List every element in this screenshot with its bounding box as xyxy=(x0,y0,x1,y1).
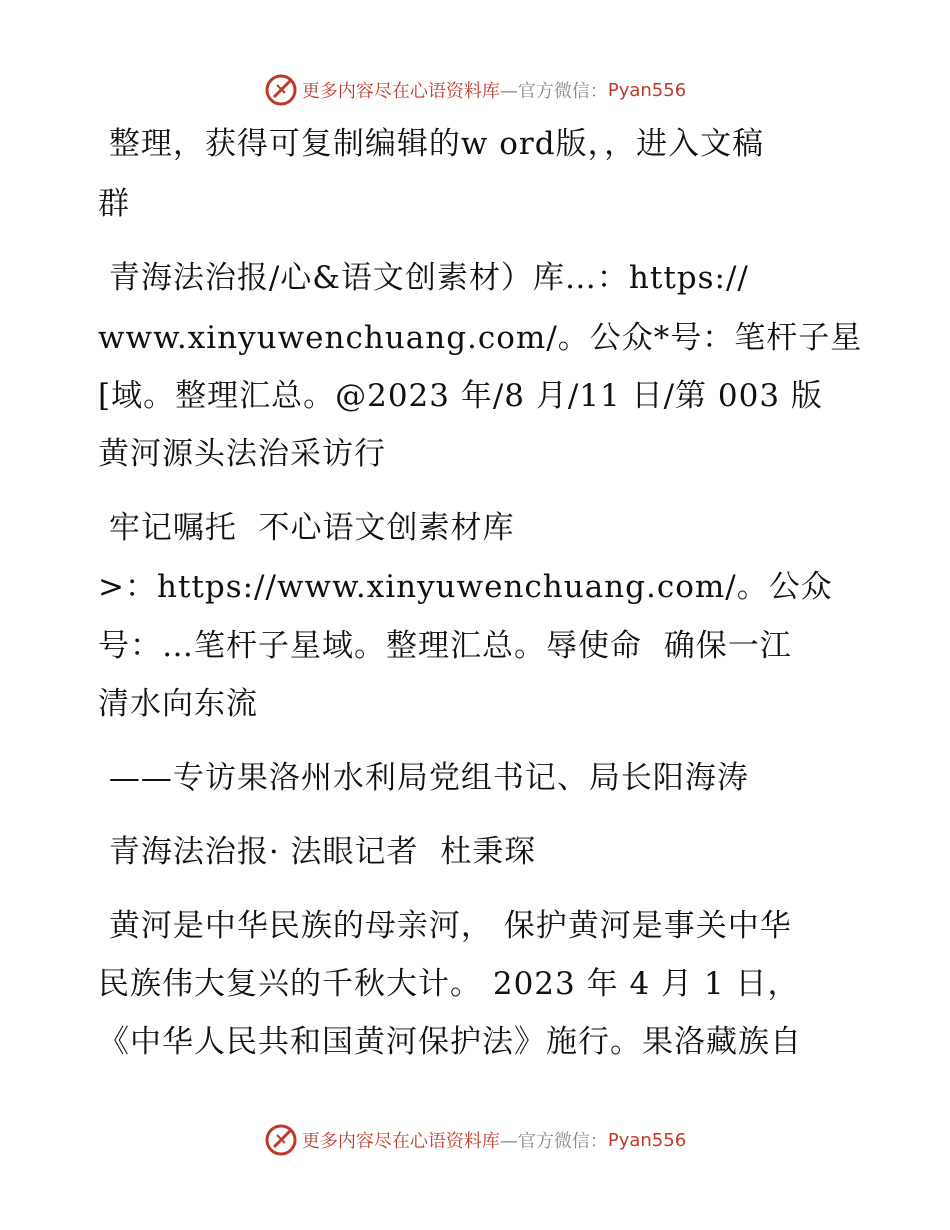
text-line: 青海法治报/心&语文创素材）库…：https:// xyxy=(98,260,749,296)
text-line: 《中华人民共和国黄河保护法》施行。果洛藏族自 xyxy=(98,1024,802,1060)
subtitle-line: ——专访果洛州水利局党组书记、局长阳海涛 xyxy=(98,760,749,796)
text-line: 群 xyxy=(98,186,130,222)
text-line: 号：…笔杆子星域。整理汇总。辱使命 确保一江 xyxy=(98,628,792,664)
wechat-id: Pyan556 xyxy=(607,1129,687,1151)
banner-label: —官方微信： xyxy=(499,81,608,102)
logo-icon xyxy=(264,73,298,107)
text-line: [域。整理汇总。@2023 年/8 月/11 日/第 003 版 xyxy=(98,378,823,414)
text-line: 清水向东流 xyxy=(98,686,258,722)
text-line: www.xinyuwenchuang.com/。公众*号：笔杆子星 xyxy=(98,320,863,356)
wechat-id: Pyan556 xyxy=(607,79,687,101)
text-line: 黄河是中华民族的母亲河， 保护黄河是事关中华 xyxy=(98,908,792,944)
text-line: 整理，获得可复制编辑的w ord版，，进入文稿 xyxy=(98,126,765,162)
text-line: >：https://www.xinyuwenchuang.com/。公众 xyxy=(98,569,833,605)
text-line: 民族伟大复兴的千秋大计。 2023 年 4 月 1 日， xyxy=(98,966,800,1002)
text-line: 牢记嘱托 不心语文创素材库 xyxy=(98,510,515,546)
footer-banner xyxy=(0,1120,950,1160)
banner-label: —官方微信： xyxy=(499,1131,608,1152)
text-line: 黄河源头法治采访行 xyxy=(98,436,386,472)
logo-icon xyxy=(264,1123,298,1157)
banner-text: 更多内容尽在心语资料库 xyxy=(301,81,500,102)
byline: 青海法治报· 法眼记者 杜秉琛 xyxy=(98,834,537,870)
header-banner xyxy=(0,70,950,110)
banner-text: 更多内容尽在心语资料库 xyxy=(301,1131,500,1152)
